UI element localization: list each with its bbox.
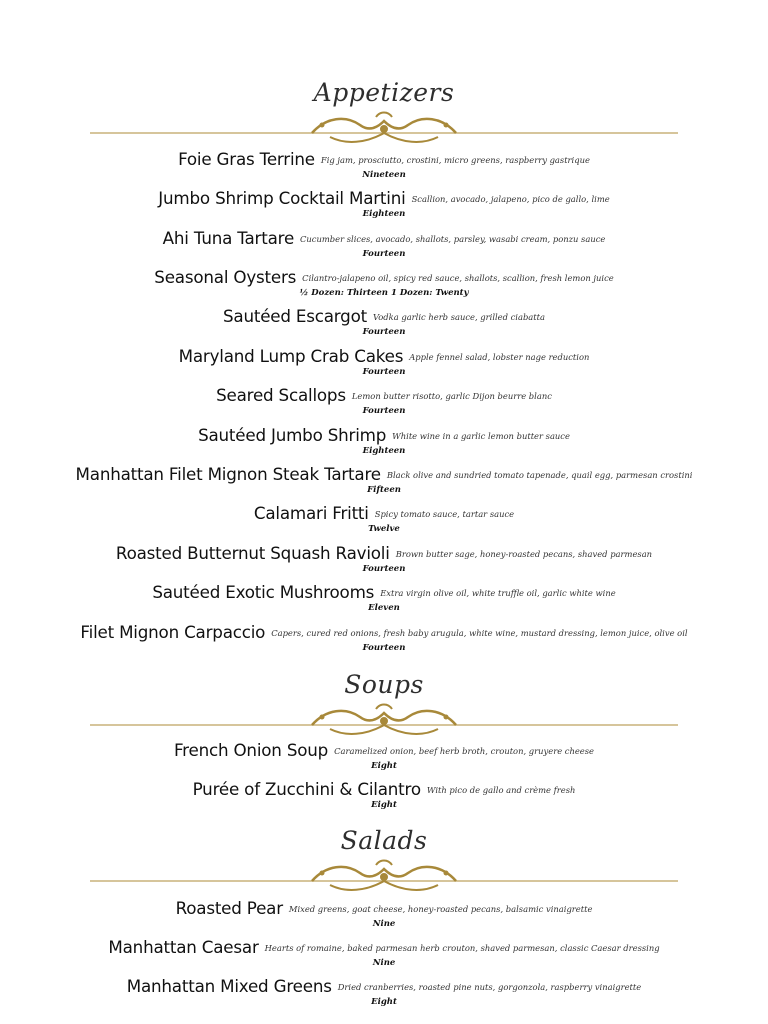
item-description: Spicy tomato sauce, tartar sauce — [374, 509, 515, 519]
item-price: Eight — [371, 761, 397, 771]
item-price: Fourteen — [362, 327, 406, 337]
item-description: Apple fennel salad, lobster nage reduction — [409, 352, 590, 362]
menu-item — [0, 580, 768, 620]
item-description: With pico de gallo and crème fresh — [426, 785, 576, 795]
item-name: Filet Mignon Carpaccio — [80, 622, 266, 642]
item-name: Seasonal Oysters — [154, 267, 297, 287]
item-description: Caramelized onion, beef herb broth, crouton, gruyere cheese — [334, 746, 594, 756]
item-price: Nine — [372, 919, 396, 929]
section-header-salads — [0, 826, 768, 896]
item-description: Black olive and sundried tomato tapenade, quail egg, parmesan crostini — [386, 470, 693, 480]
item-name: Calamari Fritti — [253, 503, 369, 523]
item-price: Nine — [372, 958, 396, 968]
item-name: Sautéed Escargot — [222, 306, 367, 326]
item-description: Cucumber slices, avocado, shallots, parsley, wasabi cream, ponzu sauce — [300, 234, 606, 244]
item-price: Fourteen — [362, 406, 406, 416]
item-description: Dried cranberries, roasted pine nuts, gorgonzola, raspberry vinaigrette — [337, 982, 642, 992]
menu-item — [0, 462, 768, 502]
menu-item — [0, 304, 768, 344]
ornamental-divider-icon — [90, 111, 678, 147]
section-title: Salads — [340, 826, 428, 855]
menu-item — [0, 896, 768, 936]
item-price: Fifteen — [367, 485, 401, 495]
item-name: Manhattan Caesar — [108, 937, 259, 957]
item-name: Manhattan Filet Mignon Steak Tartare — [75, 464, 381, 484]
item-description: Mixed greens, goat cheese, honey-roasted pecans, balsamic vinaigrette — [288, 904, 593, 914]
item-name: Roasted Butternut Squash Ravioli — [115, 543, 390, 563]
menu-item — [0, 935, 768, 975]
item-price: Eighteen — [362, 446, 406, 456]
item-description: Lemon butter risotto, garlic Dijon beurre blanc — [351, 391, 552, 401]
item-name: Ahi Tuna Tartare — [162, 228, 295, 248]
section-title: Soups — [344, 670, 424, 699]
item-price: Fourteen — [362, 643, 406, 653]
ornamental-divider-icon — [90, 859, 678, 895]
menu-item — [0, 186, 768, 226]
item-price: Nineteen — [362, 170, 406, 180]
item-price: Fourteen — [362, 564, 406, 574]
item-price: Eight — [371, 800, 397, 810]
item-name: Purée of Zucchini & Cilantro — [192, 779, 421, 799]
menu-item — [0, 541, 768, 581]
item-price: Fourteen — [362, 367, 406, 377]
section-header-soups — [0, 670, 768, 740]
menu-item — [0, 974, 768, 1014]
item-name: Seared Scallops — [216, 385, 346, 405]
item-description: Fig jam, prosciutto, crostini, micro greens, raspberry gastrique — [320, 155, 590, 165]
item-price: Twelve — [368, 524, 400, 534]
item-description: Hearts of romaine, baked parmesan herb crouton, shaved parmesan, classic Caesar dressing — [264, 943, 660, 953]
section-header-appetizers — [0, 78, 768, 148]
section-title: Appetizers — [313, 78, 455, 107]
menu-item — [0, 265, 768, 305]
item-price: ½ Dozen: Thirteen 1 Dozen: Twenty — [299, 288, 469, 298]
menu-item — [0, 423, 768, 463]
item-name: French Onion Soup — [173, 740, 329, 760]
ornamental-divider-icon — [90, 703, 678, 739]
menu-item — [0, 501, 768, 541]
item-name: Jumbo Shrimp Cocktail Martini — [158, 188, 406, 208]
menu-item — [0, 738, 768, 778]
item-description: Scallion, avocado, jalapeno, pico de gallo, lime — [411, 194, 610, 204]
item-description: White wine in a garlic lemon butter sauce — [392, 431, 570, 441]
menu-item — [0, 147, 768, 187]
item-description: Capers, cured red onions, fresh baby arugula, white wine, mustard dressing, lemon juice, olive oil — [271, 628, 688, 638]
item-description: Cilantro-jalapeno oil, spicy red sauce, shallots, scallion, fresh lemon juice — [302, 273, 614, 283]
item-name: Manhattan Mixed Greens — [126, 976, 332, 996]
item-description: Vodka garlic herb sauce, grilled ciabatta — [372, 312, 545, 322]
menu-item — [0, 226, 768, 266]
item-name: Sautéed Exotic Mushrooms — [152, 582, 375, 602]
item-name: Foie Gras Terrine — [178, 149, 315, 169]
item-name: Sautéed Jumbo Shrimp — [198, 425, 387, 445]
item-price: Fourteen — [362, 249, 406, 259]
item-description: Extra virgin olive oil, white truffle oil, garlic white wine — [380, 588, 616, 598]
menu-item — [0, 383, 768, 423]
menu-item — [0, 344, 768, 384]
menu-item — [0, 620, 768, 660]
menu-item — [0, 777, 768, 817]
item-name: Maryland Lump Crab Cakes — [178, 346, 404, 366]
item-price: Eight — [371, 997, 397, 1007]
item-description: Brown butter sage, honey-roasted pecans, shaved parmesan — [395, 549, 653, 559]
item-price: Eighteen — [362, 209, 406, 219]
item-name: Roasted Pear — [175, 898, 283, 918]
item-price: Eleven — [368, 603, 400, 613]
